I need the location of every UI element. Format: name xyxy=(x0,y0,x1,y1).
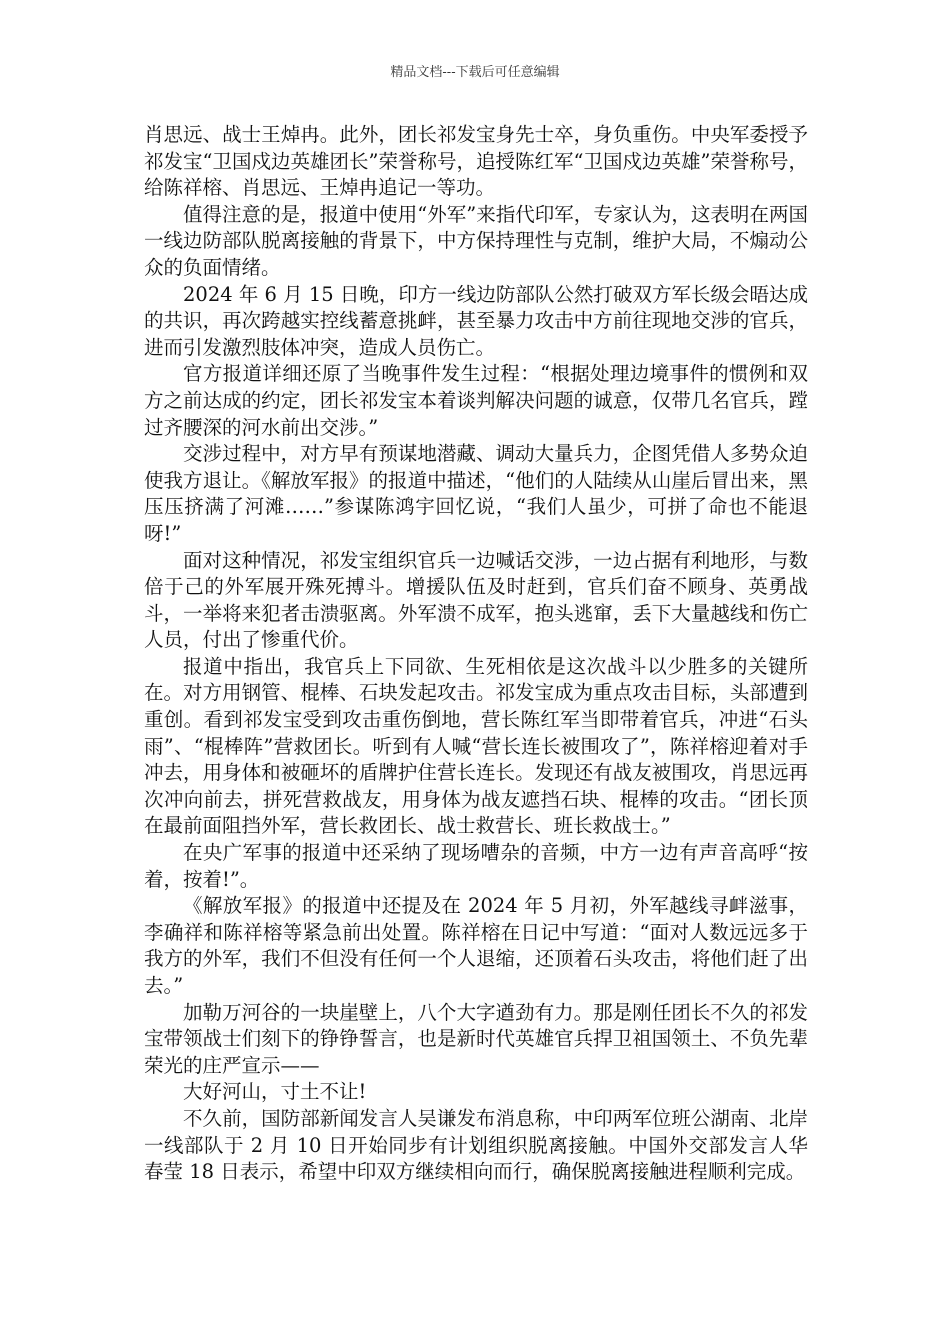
paragraph-9: 《解放军报》的报道中还提及在 2024 年 5 月初，外军越线寻衅滋事，李确祥和陈祥榕等紧急前出处置。陈祥榕在日记中写道：“面对人数远远多于我方的外军，我们不但没有任何一个人退缩，还顶着石头攻击，将他们赶了出去。” xyxy=(144,894,808,997)
paragraph-5: 交涉过程中，对方早有预谋地潜藏、调动大量兵力，企图凭借人多势众迫使我方退让。《解放军报》的报道中描述，“他们的人陆续从山崖后冒出来，黑压压挤满了河滩……”参谋陈鸿宇回忆说，“我们人虽少，可拼了命也不能退呀!” xyxy=(144,442,808,545)
paragraph-8: 在央广军事的报道中还采纳了现场嘈杂的音频，中方一边有声音高呼“按着，按着!”。 xyxy=(144,841,808,891)
page-header: 精品文档---下载后可任意编辑 xyxy=(390,65,560,80)
paragraph-6: 面对这种情况，祁发宝组织官兵一边喊话交涉，一边占据有利地形，与数倍于己的外军展开殊死搏斗。增援队伍及时赶到，官兵们奋不顾身、英勇战斗，一举将来犯者击溃驱离。外军溃不成军，抱头逃窜，丢下大量越线和伤亡人员，付出了惨重代价。 xyxy=(144,548,808,652)
paragraph-1: 肖思远、战士王焯冉。此外，团长祁发宝身先士卒，身负重伤。中央军委授予祁发宝“卫国戍边英雄团长”荣誉称号，追授陈红军“卫国戍边英雄”荣誉称号，给陈祥榕、肖思远、王焯冉追记一等功。 xyxy=(144,123,808,200)
paragraph-10: 加勒万河谷的一块崖壁上，八个大字遒劲有力。那是刚任团长不久的祁发宝带领战士们刻下的铮铮誓言，也是新时代英雄官兵捍卫祖国领土、不负先辈荣光的庄严宣示—— xyxy=(144,1000,808,1077)
document-body xyxy=(144,122,808,1186)
paragraph-12: 不久前，国防部新闻发言人吴谦发布消息称，中印两军位班公湖南、北岸一线部队于 2 月 10 日开始同步有计划组织脱离接触。中国外交部发言人华春莹 18 日表示，希望中印双方继续相向而行，确保脱离接触进程顺利完成。 xyxy=(144,1106,808,1184)
paragraph-7: 报道中指出，我官兵上下同欲、生死相依是这次战斗以少胜多的关键所在。对方用钢管、棍棒、石块发起攻击。祁发宝成为重点攻击目标，头部遭到重创。看到祁发宝受到攻击重伤倒地，营长陈红军当即带着官兵，冲进“石头雨”、“棍棒阵”营救团长。听到有人喊“营长连长被围攻了”，陈祥榕迎着对手冲去，用身体和被砸坏的盾牌护住营长连长。发现还有战友被围攻，肖思远再次冲向前去，拼死营救战友，用身体为战友遮挡石块、棍棒的攻击。“团长顶在最前面阻挡外军，营长救团长、战士救营长、班长救战士。” xyxy=(144,654,808,838)
paragraph-2: 值得注意的是，报道中使用“外军”来指代印军，专家认为，这表明在两国一线边防部队脱离接触的背景下，中方保持理性与克制，维护大局，不煽动公众的负面情绪。 xyxy=(144,202,808,279)
paragraph-4: 官方报道详细还原了当晚事件发生过程：“根据处理边境事件的惯例和双方之前达成的约定，团长祁发宝本着谈判解决问题的诚意，仅带几名官兵，蹚过齐腰深的河水前出交涉。” xyxy=(144,362,808,439)
paragraph-11: 大好河山，寸土不让! xyxy=(183,1080,367,1104)
paragraph-3: 2024 年 6 月 15 日晚，印方一线边防部队公然打破双方军长级会晤达成的共识，再次跨越实控线蓄意挑衅，甚至暴力攻击中方前往现地交涉的官兵，进而引发激烈肢体冲突，造成人员伤亡。 xyxy=(144,282,808,359)
